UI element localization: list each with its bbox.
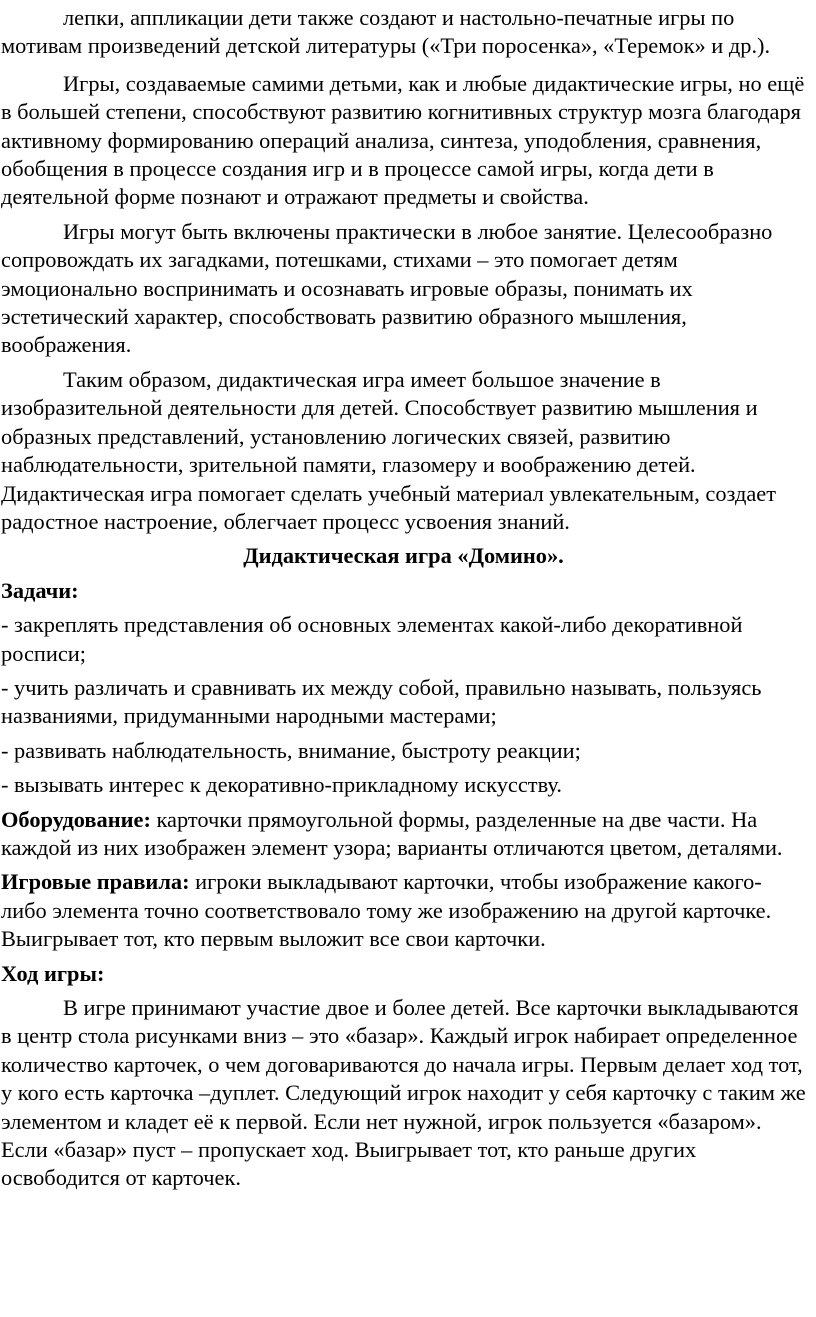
rules-paragraph (1, 868, 806, 953)
course-heading: Ход игры: (1, 960, 105, 986)
paragraph-cognitive-development: Игры, создаваемые самими детьми, как и любые дидактические игры, но ещё в большей степени, способствуют развитию когнитивных структур мозга благодаря активному формированию операций анализа, синтеза, уподобления, сравнения, обобщения в процессе создания игр и в процессе самой игры, когда дети в деятельной форме познают и отражают предметы и свойства. (1, 70, 805, 210)
paragraph-games-in-lessons: Игры могут быть включены практически в любое занятие. Целесообразно сопровождать их загадками, потешками, стихами – это помогает детям эмоционально воспринимать и осознавать игровые образы, понимать их эстетический характер, способствовать развитию образного мышления, воображения. (1, 218, 773, 358)
paragraph-conclusion: Таким образом, дидактическая игра имеет большое значение в изобразительной деятельности для детей. Способствует развитию мышления и образных представлений, установлению логических связей, развитию наблюдательности, зрительной памяти, глазомеру и воображению детей. Дидактическая игра помогает сделать учебный материал увлекательным, создает радостное настроение, облегчает процесс усвоения знаний. (1, 366, 777, 534)
equipment-text: карточки прямоугольной формы, разделенные на две части. На каждой из них изображен элемент узора; варианты отличаются цветом, деталями. (1, 806, 783, 860)
rules-label: Игровые правила: (1, 869, 190, 895)
game-title: Дидактическая игра «Домино». (243, 543, 564, 569)
task-item: - учить различать и сравнивать их между собой, правильно называть, пользуясь названиями, придуманными народными мастерами; (1, 674, 762, 729)
course-paragraph: В игре принимают участие двое и более детей. Все карточки выкладываются в центр стола рисунками вниз – это «базар». Каждый игрок набирает определенное количество карточек, о чем договариваются до начала игры. Первым делает ход тот, у кого есть карточка –дуплет. Следующий игрок находит у себя карточку с таким же элементом и кладет её к первой. Если нет нужной, игрок пользуется «базаром». Если «базар» пуст – пропускает ход. Выигрывает тот, кто раньше других освободится от карточек. (1, 995, 806, 1191)
task-item: - вызывать интерес к декоративно-прикладному искусству. (1, 772, 562, 798)
equipment-paragraph (1, 806, 806, 863)
task-item: - развивать наблюдательность, внимание, быстроту реакции; (1, 737, 581, 763)
tasks-heading: Задачи: (1, 577, 79, 603)
rules-text: игроки выкладывают карточки, чтобы изображение какого-либо элемента точно соответствовало тому же изображению на другой карточке. Выигрывает тот, кто первым выложит все свои карточки. (1, 869, 772, 952)
equipment-label: Оборудование: (1, 806, 151, 832)
paragraph-creative-games: лепки, аппликации дети также создают и настольно-печатные игры по мотивам произведений детской литературы («Три поросенка», «Теремок» и др.). (1, 5, 771, 59)
task-item: - закреплять представления об основных элементах какой-либо декоративной росписи; (1, 612, 743, 666)
